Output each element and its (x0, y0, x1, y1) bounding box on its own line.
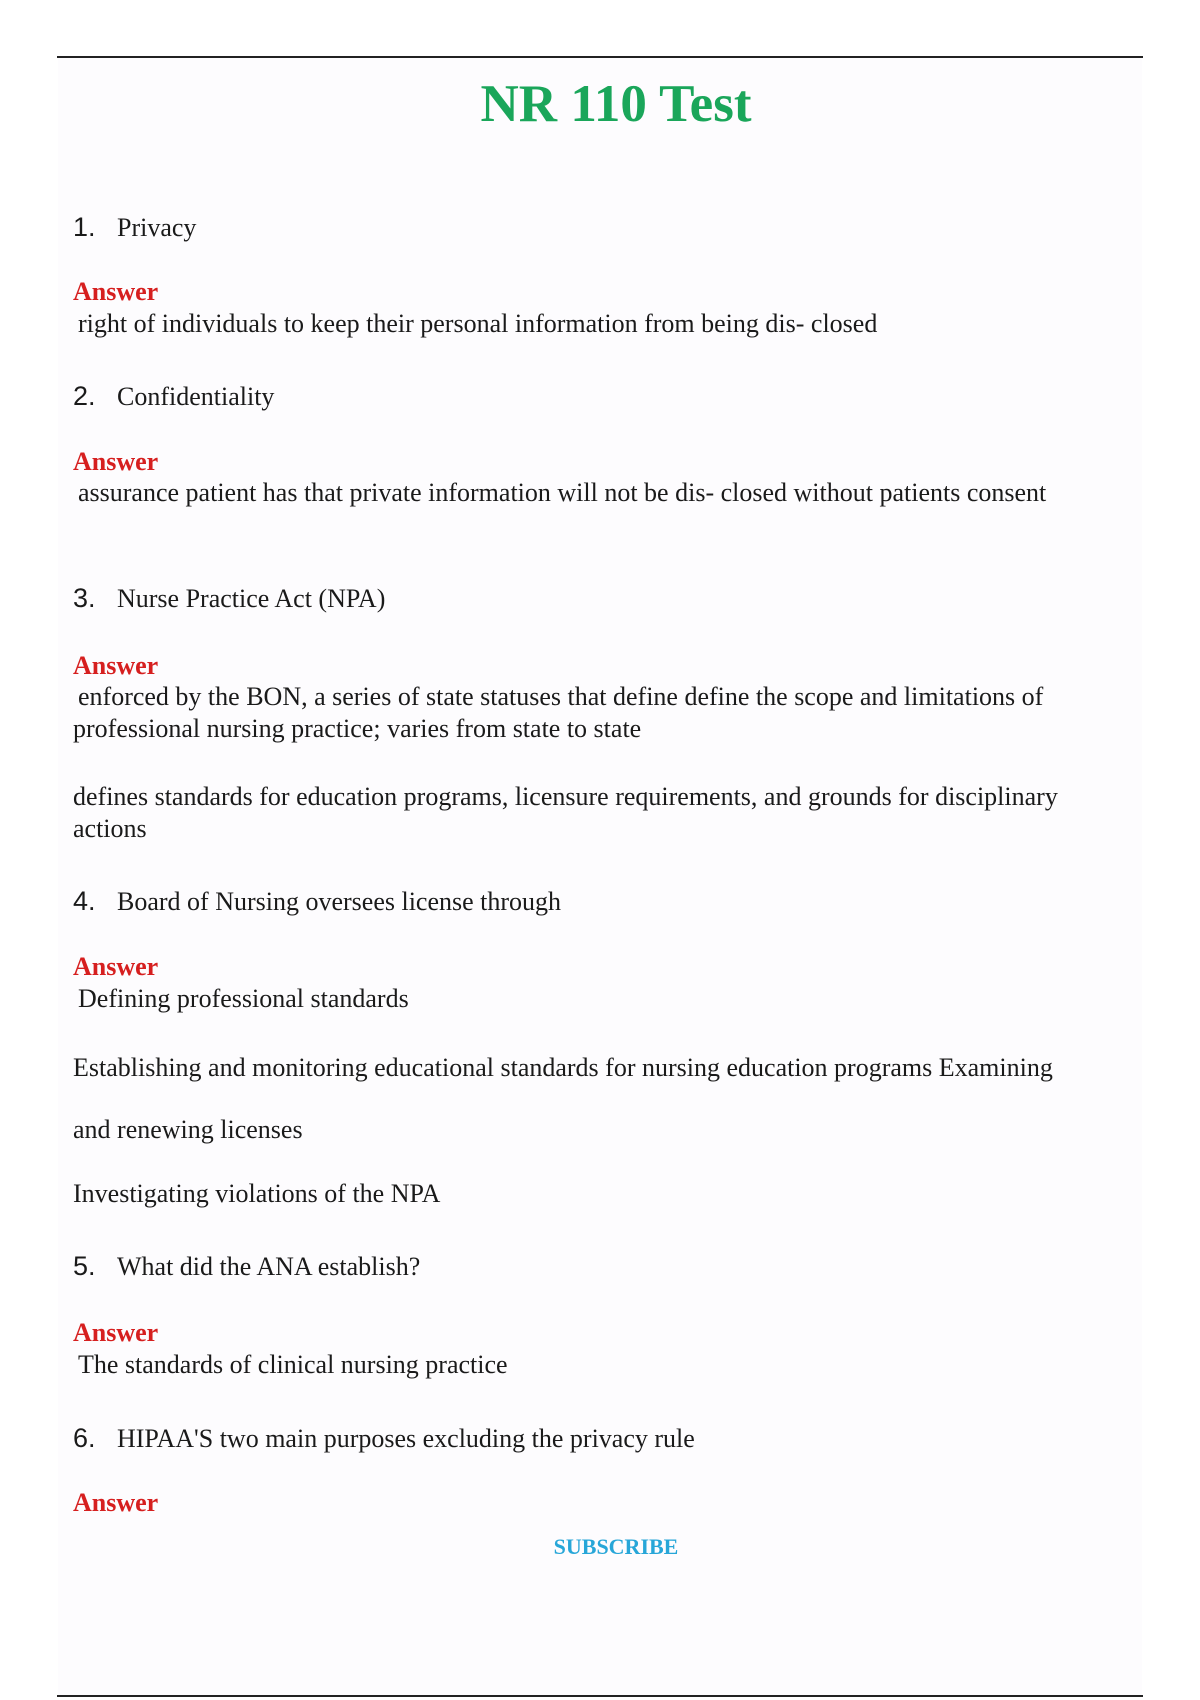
question-3 (73, 582, 385, 615)
answer-label: Answer (73, 651, 159, 680)
question-text: HIPAA'S two main purposes excluding the privacy rule (117, 1424, 695, 1453)
question-2 (73, 380, 274, 413)
question-text: Board of Nursing oversees license through (117, 887, 562, 916)
question-number: 2. (73, 381, 96, 411)
answer-text: defines standards for education programs, licensure requirements, and grounds for disciplinary actions (73, 782, 1058, 843)
question-1 (73, 211, 196, 244)
question-number: 4. (73, 886, 96, 916)
subscribe-link[interactable]: SUBSCRIBE (553, 1534, 679, 1559)
bottom-rule (57, 1695, 1143, 1697)
answer-text: Investigating violations of the NPA (73, 1179, 441, 1208)
question-text: Privacy (117, 213, 197, 242)
answer-text: enforced by the BON, a series of state statuses that define define the scope and limitations of professional nursing practice; varies from state to state (73, 682, 1044, 743)
answer-text: right of individuals to keep their personal information from being dis- closed (78, 309, 878, 338)
answer-label: Answer (73, 1318, 159, 1347)
question-number: 1. (73, 212, 96, 242)
answer-label: Answer (73, 952, 159, 981)
question-number: 3. (73, 583, 96, 613)
answer-text: Establishing and monitoring educational standards for nursing education programs Examining (73, 1053, 1053, 1082)
question-text: Confidentiality (117, 382, 275, 411)
top-rule (57, 56, 1143, 58)
answer-text: assurance patient has that private information will not be dis- closed without patients consent (78, 478, 1047, 507)
question-text: Nurse Practice Act (NPA) (117, 584, 386, 613)
answer-text: Defining professional standards (78, 984, 409, 1013)
question-6 (73, 1422, 695, 1455)
answer-label: Answer (73, 1488, 159, 1517)
question-number: 6. (73, 1423, 96, 1453)
answer-label: Answer (73, 277, 159, 306)
answer-text: The standards of clinical nursing practice (78, 1350, 508, 1379)
question-5 (73, 1250, 420, 1283)
question-number: 5. (73, 1251, 96, 1281)
document-title: NR 110 Test (480, 75, 752, 133)
answer-label: Answer (73, 447, 159, 476)
question-4 (73, 885, 561, 918)
answer-text: and renewing licenses (73, 1115, 303, 1144)
question-text: What did the ANA establish? (117, 1252, 421, 1281)
